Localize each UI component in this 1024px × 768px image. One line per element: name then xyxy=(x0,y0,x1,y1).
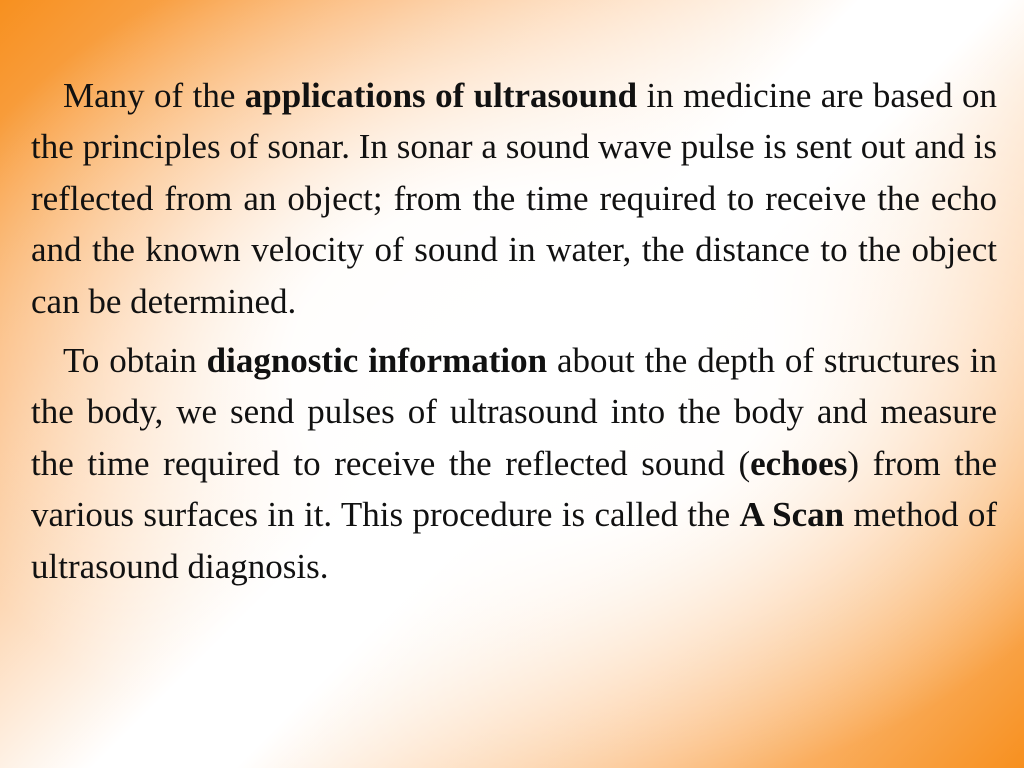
paragraph-sonar-principles xyxy=(31,70,997,327)
paragraph-2-text-3: ) from the various surfaces in it. This procedure is called the xyxy=(31,443,997,535)
paragraph-2-text-1: To obtain xyxy=(63,341,207,381)
slide-content xyxy=(31,70,997,600)
paragraph-2-text-4: method of ultrasound diagnosis. xyxy=(31,495,998,586)
term-applications-of-ultrasound: applications of ultrasound xyxy=(244,76,638,115)
paragraph-2-text-2: about the depth of structures in the body, we send pulses of ultrasound into the body and measure the time required to receive the reflected sound ( xyxy=(31,341,997,483)
paragraph-1-text-2: in medicine are based on the principles of sonar. In sonar a sound wave pulse is sent out and is reflected from an object; from the time required to receive the echo and the known velocity of sound in water, the distance to the object can be determined. xyxy=(31,76,997,321)
term-a-scan: A Scan xyxy=(739,495,845,535)
term-echoes: echoes xyxy=(750,443,848,483)
term-diagnostic-information: diagnostic information xyxy=(206,341,548,381)
paragraph-a-scan xyxy=(31,335,997,592)
paragraph-1-text-1: Many of the xyxy=(63,76,245,115)
